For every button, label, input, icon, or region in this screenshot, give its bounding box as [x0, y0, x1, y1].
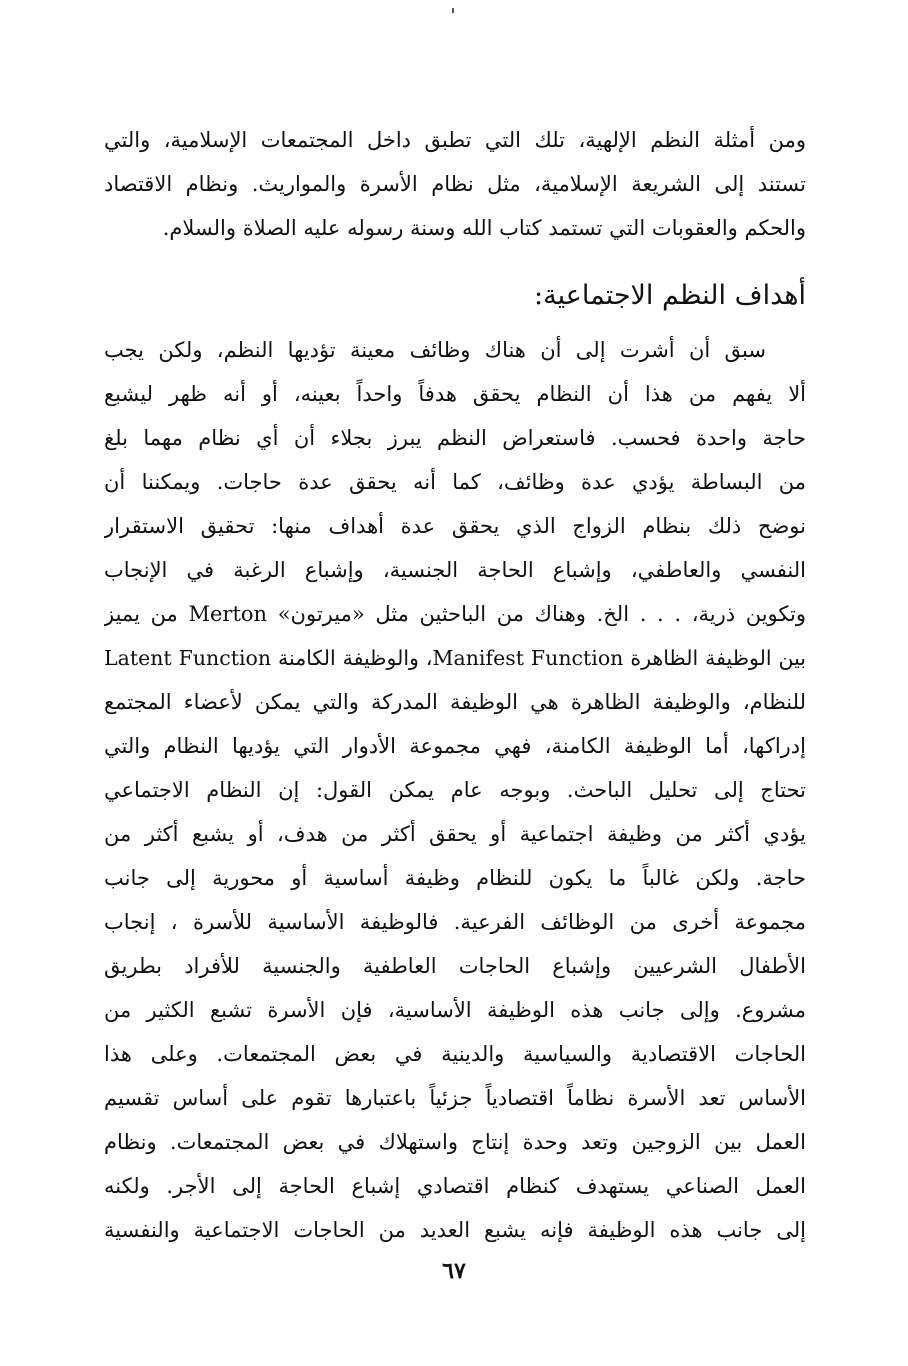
body-line: العمل بين الزوجين وتعد وحدة إنتاج واستهلاك في بعض المجتمعات. ونظام: [104, 1130, 806, 1154]
body-line: الحاجات الاقتصادية والسياسية والدينية في بعض المجتمعات. وعلى هذا: [104, 1042, 806, 1066]
body-line: يؤدي أكثر من وظيفة اجتماعية أو يحقق أكثر من هدف، أو يشبع أكثر من: [104, 822, 806, 846]
body-line: مجموعة أخرى من الوظائف الفرعية. فالوظيفة الأساسية للأسرة ، إنجاب: [104, 910, 806, 934]
body-line: تحتاج إلى تحليل الباحث. وبوجه عام يمكن القول: إن النظام الاجتماعي: [104, 778, 806, 802]
body-line: مشروع. وإلى جانب هذه الوظيفة الأساسية، فإن الأسرة تشبع الكثير من: [104, 998, 806, 1022]
body-line: نوضح ذلك بنظام الزواج الذي يحقق عدة أهداف منها: تحقيق الاستقرار: [104, 514, 806, 538]
intro-line: تستند إلى الشريعة الإسلامية، مثل نظام الأسرة والمواريث. ونظام الاقتصاد: [104, 172, 806, 196]
intro-line: والحكم والعقوبات التي تستمد كتاب الله وسنة رسوله عليه الصلاة والسلام.: [162, 216, 806, 240]
page-number: ٦٧: [442, 1258, 466, 1284]
body-line: إلى جانب هذه الوظيفة فإنه يشبع العديد من الحاجات الاجتماعية والنفسية: [104, 1218, 806, 1242]
intro-line: ومن أمثلة النظم الإلهية، تلك التي تطبق داخل المجتمعات الإسلامية، والتي: [104, 128, 806, 152]
intro-paragraph: [104, 118, 806, 250]
body-line: حاجة واحدة فحسب. فاستعراض النظم يبرز بجلاء أن أي نظام مهما بلغ: [104, 426, 806, 450]
body-line: للنظام، والوظيفة الظاهرة هي الوظيفة المدركة والتي يمكن لأعضاء المجتمع: [104, 690, 806, 714]
top-margin-mark: [452, 8, 454, 13]
body-paragraph: [104, 328, 806, 1252]
body-line: وتكوين ذرية، . . . الخ. وهناك من الباحثين مثل «ميرتون» Merton من يميز: [104, 602, 806, 626]
body-line: العمل الصناعي يستهدف كنظام اقتصادي إشباع الحاجة إلى الأجر. ولكنه: [104, 1174, 806, 1198]
section-heading: أهداف النظم الاجتماعية:: [534, 280, 806, 311]
body-line: الأطفال الشرعيين وإشباع الحاجات العاطفية والجنسية للأفراد بطريق: [104, 954, 806, 978]
body-line: ألا يفهم من هذا أن النظام يحقق هدفاً واحداً بعينه، أو أنه ظهر ليشبع: [104, 382, 806, 406]
body-line: من البساطة يؤدي عدة وظائف، كما أنه يحقق عدة حاجات. ويمكننا أن: [104, 470, 806, 494]
body-line: إدراكها، أما الوظيفة الكامنة، فهي مجموعة الأدوار التي يؤديها النظام والتي: [104, 734, 806, 758]
body-line: النفسي والعاطفي، وإشباع الحاجة الجنسية، وإشباع الرغبة في الإنجاب: [104, 558, 806, 582]
body-line: سبق أن أشرت إلى أن هناك وظائف معينة تؤديها النظم، ولكن يجب: [104, 338, 766, 362]
body-line: الأساس تعد الأسرة نظاماً اقتصادياً جزئياً باعتبارها تقوم على أساس تقسيم: [104, 1086, 806, 1110]
body-line: بين الوظيفة الظاهرة Manifest Function، والوظيفة الكامنة Latent Function: [104, 646, 806, 670]
body-line: حاجة. ولكن غالباً ما يكون للنظام وظيفة أساسية أو محورية إلى جانب: [104, 866, 806, 890]
